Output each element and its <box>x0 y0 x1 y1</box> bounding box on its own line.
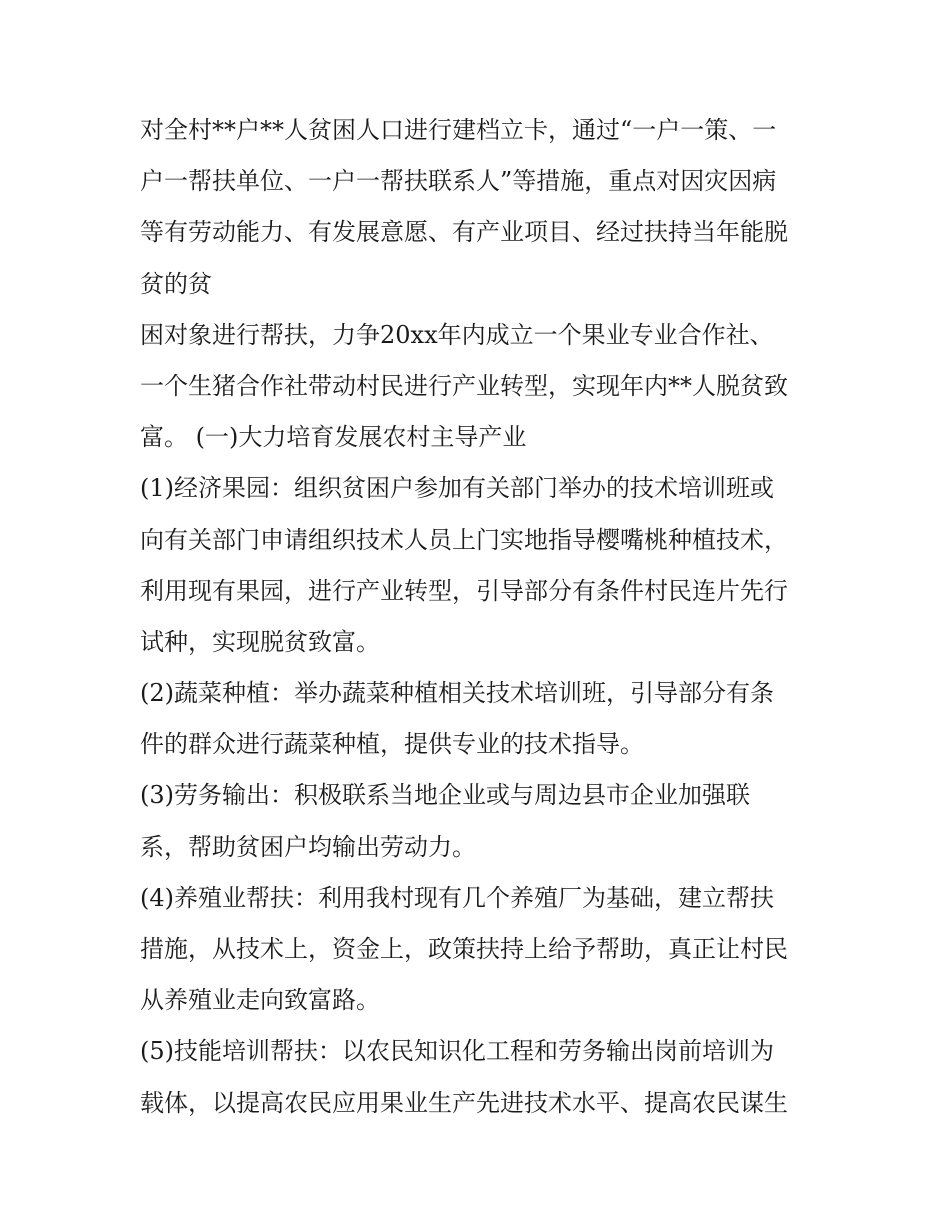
text-line: 富。 (一)大力培育发展农村主导产业 <box>140 423 527 452</box>
text-line: 件的群众进行蔬菜种植，提供专业的技术指导。 <box>140 730 644 759</box>
text-line: 措施，从技术上，资金上，政策扶持上给予帮助，真正让村民 <box>140 935 788 963</box>
text-line: 载体，以提高农民应用果业生产先进技术水平、提高农民谋生 <box>140 1088 788 1117</box>
body-text <box>140 105 830 1129</box>
text-line: (4)养殖业帮扶：利用我村现有几个养殖厂为基础，建立帮扶 <box>140 883 774 912</box>
text-line: 一个生猪合作社带动村民进行产业转型，实现年内**人脱贫致 <box>140 371 788 400</box>
text-line: 等有劳动能力、有发展意愿、有产业项目、经过扶持当年能脱 <box>140 218 788 247</box>
text-line: 向有关部门申请组织技术人员上门实地指导樱嘴桃种植技术， <box>140 525 788 554</box>
text-line: (5)技能培训帮扶：以农民知识化工程和劳务输出岗前培训为 <box>140 1037 774 1066</box>
text-line: 对全村**户**人贫困人口进行建档立卡，通过“一户一策、一 <box>140 116 777 144</box>
text-line: (1)经济果园：组织贫困户参加有关部门举办的技术培训班或 <box>140 474 774 503</box>
text-line: (3)劳务输出：积极联系当地企业或与周边县市企业加强联 <box>140 781 750 810</box>
text-line: 利用现有果园，进行产业转型，引导部分有条件村民连片先行 <box>140 576 788 605</box>
text-line: 试种，实现脱贫致富。 <box>140 627 380 656</box>
text-line: 系，帮助贫困户均输出劳动力。 <box>140 832 476 861</box>
text-line: 困对象进行帮扶，力争20xx年内成立一个果业专业合作社、 <box>140 320 774 349</box>
text-line: (2)蔬菜种植：举办蔬菜种植相关技术培训班，引导部分有条 <box>140 679 774 708</box>
text-line: 户一帮扶单位、一户一帮扶联系人”等措施，重点对因灾因病 <box>140 167 777 196</box>
text-line: 从养殖业走向致富路。 <box>140 986 380 1015</box>
text-line: 贫的贫 <box>140 269 212 298</box>
